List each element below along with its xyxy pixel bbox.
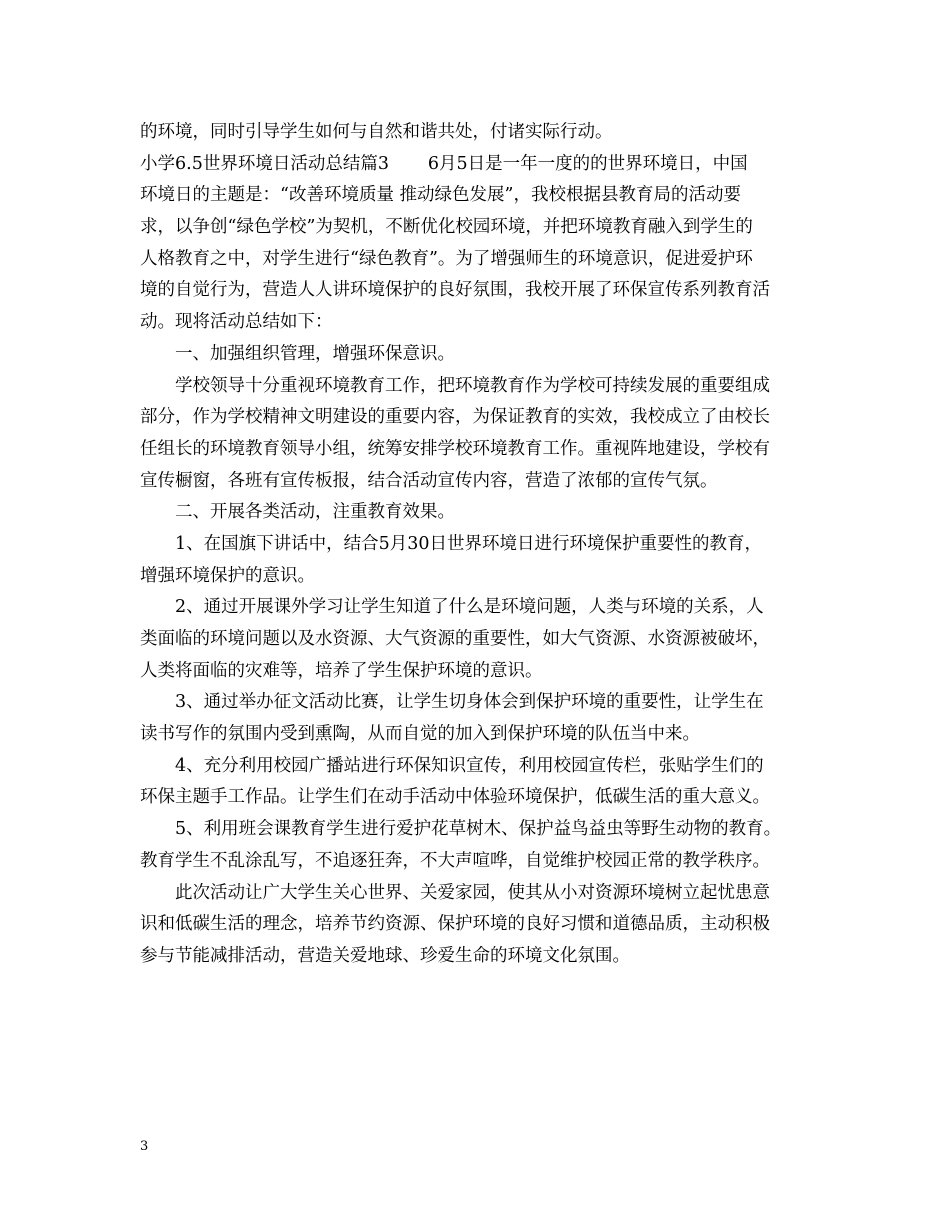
text-line: 参与节能减排活动，营造关爱地球、珍爱生命的环境文化氛围。 [140, 945, 630, 966]
text-line: 类面临的环境问题以及水资源、大气资源的重要性，如大气资源、水资源被破坏， [140, 629, 770, 649]
text-line: 识和低碳生活的理念，培养节约资源、保护环境的良好习惯和道德品质，主动积极 [140, 914, 770, 935]
text-line: 增强环境保护的意识。 [140, 565, 315, 586]
text-line: 读书写作的氛围内受到熏陶，从而自觉的加入到保护环境的队伍当中来。 [140, 724, 700, 745]
text-line: 3、通过举办征文活动比赛，让学生切身体会到保护环境的重要性，让学生在 [175, 692, 764, 713]
text-line: 宣传橱窗，各班有宣传板报，结合活动宣传内容，营造了浓郁的宣传气氛。 [140, 470, 718, 491]
text-line: 1、在国旗下讲话中，结合5月30日世界环境日进行环境保护重要性的教育， [175, 533, 763, 554]
text-line: 的环境，同时引导学生如何与自然和谐共处，付诸实际行动。 [140, 122, 613, 142]
text-line: 二、开展各类活动，注重教育效果。 [175, 502, 455, 523]
text-line: 小学6.5世界环境日活动总结篇3 6月5日是一年一度的的世界环境日，中国 [140, 153, 748, 174]
text-line: 人格教育之中，对学生进行“绿色教育”。为了增强师生的环境意识，促进爱护环 [140, 248, 753, 269]
page-number: 3 [140, 1139, 149, 1154]
text-line: 教育学生不乱涂乱写，不追逐狂奔，不大声喧哗，自觉维护校园正常的教学秩序。 [140, 850, 770, 871]
text-line: 学校领导十分重视环境教育工作，把环境教育作为学校可持续发展的重要组成 [175, 375, 770, 396]
text-line: 此次活动让广大学生关心世界、关爱家园，使其从小对资源环境树立起忧患意 [175, 882, 770, 903]
text-line: 4、充分利用校园广播站进行环保知识宣传，利用校园宣传栏，张贴学生们的 [175, 755, 764, 776]
text-line: 动。现将活动总结如下： [140, 312, 333, 333]
text-line: 人类将面临的灾难等，培养了学生保护环境的意识。 [140, 660, 543, 681]
text-line: 5、利用班会课教育学生进行爱护花草树木、保护益鸟益虫等野生动物的教育。 [175, 819, 782, 840]
text-line: 任组长的环境教育领导小组，统筹安排学校环境教育工作。重视阵地建设，学校有 [140, 438, 770, 459]
text-line: 求，以争创“绿色学校”为契机，不断优化校园环境，并把环境教育融入到学生的 [140, 217, 753, 238]
text-line: 环保主题手工作品。让学生们在动手活动中体验环境保护，低碳生活的重大意义。 [140, 787, 770, 808]
text-line: 环境日的主题是：“改善环境质量 推动绿色发展”，我校根据县教育局的活动要 [140, 185, 741, 206]
text-line: 境的自觉行为，营造人人讲环境保护的良好氛围，我校开展了环保宣传系列教育活 [140, 280, 770, 301]
text-line: 部分，作为学校精神文明建设的重要内容，为保证教育的实效，我校成立了由校长 [140, 407, 770, 428]
document-body [140, 117, 812, 973]
text-line: 2、通过开展课外学习让学生知道了什么是环境问题，人类与环境的关系，人 [175, 597, 764, 618]
text-line: 一、加强组织管理，增强环保意识。 [175, 343, 455, 364]
